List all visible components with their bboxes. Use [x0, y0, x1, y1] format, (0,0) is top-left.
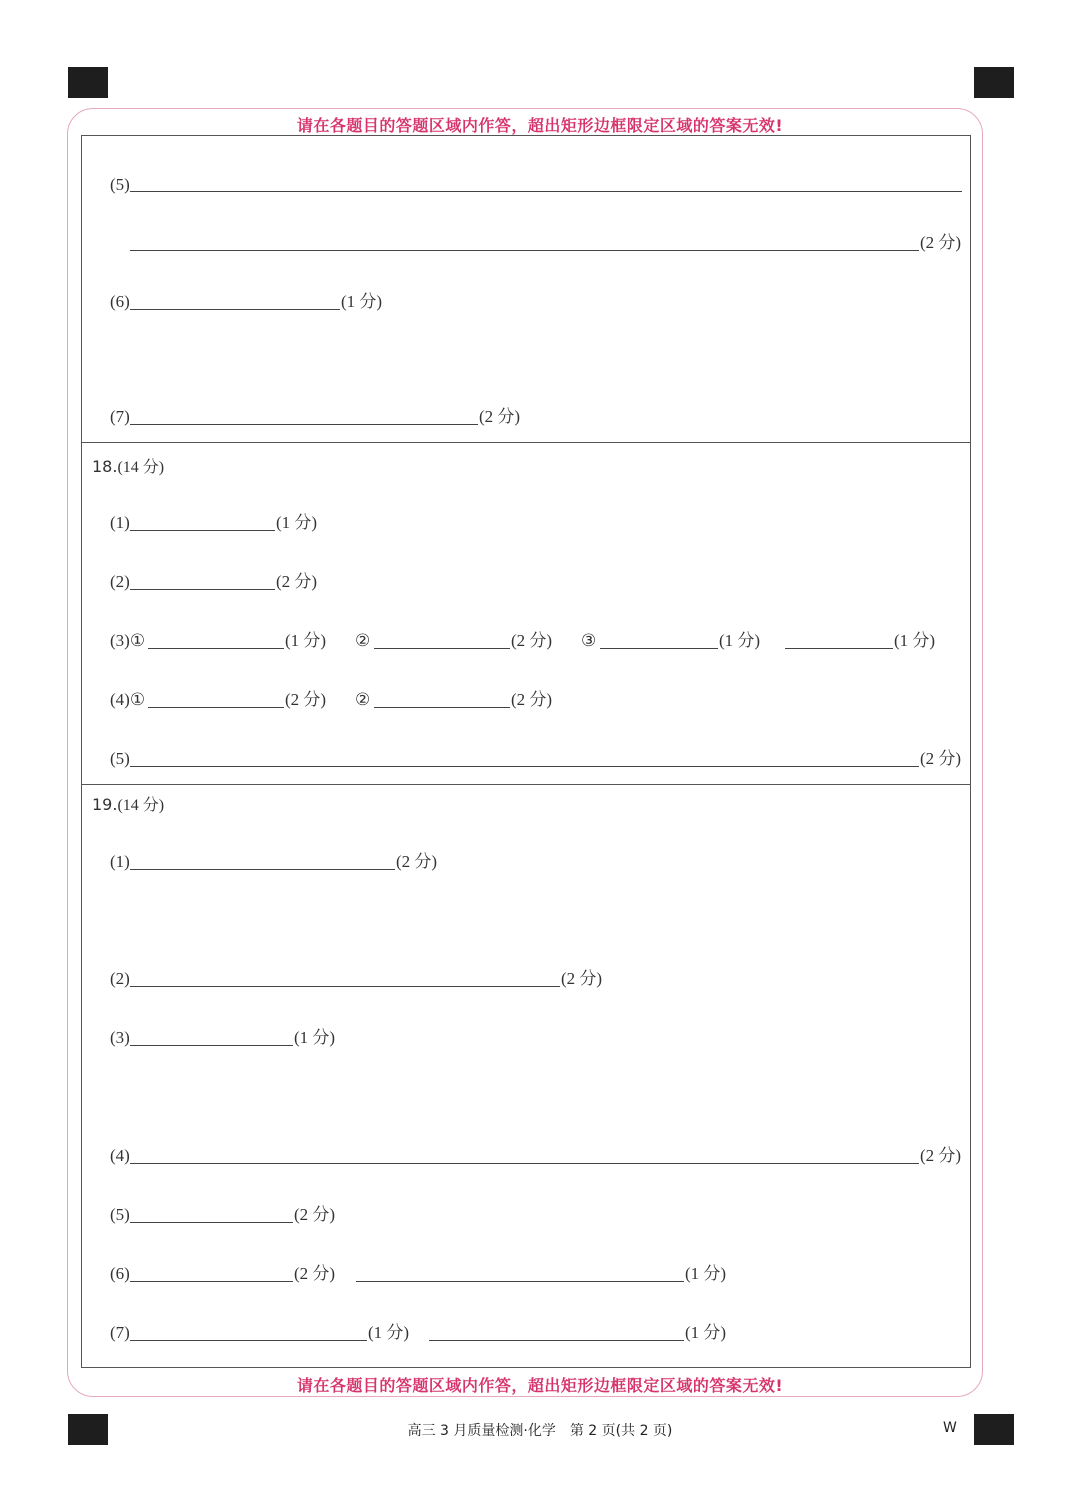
answer-blank[interactable]: [130, 869, 395, 870]
question-label: (5): [110, 1205, 130, 1224]
score-label: (2 分): [479, 407, 521, 426]
answer-blank[interactable]: [356, 1281, 684, 1282]
score-label: (1 分): [719, 631, 761, 650]
score-label: (1 分): [368, 1323, 410, 1342]
answer-blank[interactable]: [130, 309, 340, 310]
sub-label: ③: [581, 631, 597, 650]
version-code: W: [943, 1420, 957, 1436]
score-label: (1 分): [685, 1264, 727, 1283]
question-number: 19.: [92, 795, 118, 814]
answer-blank[interactable]: [429, 1340, 684, 1341]
answer-blank[interactable]: [130, 1340, 367, 1341]
section-divider: [81, 442, 971, 443]
question-label: (2): [110, 572, 130, 591]
question-label: (3)①: [110, 631, 146, 650]
score-label: (2 分): [920, 1146, 962, 1165]
question-label: (4): [110, 1146, 130, 1165]
answer-blank[interactable]: [600, 648, 718, 649]
question-label: (4)①: [110, 690, 146, 709]
question-label: (3): [110, 1028, 130, 1047]
answer-blank[interactable]: [148, 648, 284, 649]
question-label: (7): [110, 1323, 130, 1342]
answer-blank[interactable]: [130, 766, 919, 767]
answer-blank[interactable]: [374, 648, 510, 649]
score-label: (1 分): [294, 1028, 336, 1047]
question-label: (5): [110, 749, 130, 768]
score-label: (2 分): [285, 690, 327, 709]
question-points: (14 分): [117, 797, 165, 814]
question-label: (6): [110, 292, 130, 311]
score-label: (2 分): [396, 852, 438, 871]
score-label: (2 分): [294, 1205, 336, 1224]
answer-blank[interactable]: [785, 648, 893, 649]
question-label: (5): [110, 175, 130, 194]
question-label: (1): [110, 852, 130, 871]
score-label: (1 分): [285, 631, 327, 650]
answer-blank[interactable]: [130, 1045, 293, 1046]
question-heading: [92, 454, 164, 477]
question-heading: [92, 792, 164, 815]
answer-blank[interactable]: [130, 1281, 293, 1282]
answer-box: [81, 135, 971, 1368]
score-label: (2 分): [920, 749, 962, 768]
answer-blank[interactable]: [130, 530, 275, 531]
score-label: (1 分): [276, 513, 318, 532]
warning-top: 请在各题目的答题区域内作答，超出矩形边框限定区域的答案无效!: [296, 116, 784, 135]
score-label: (1 分): [341, 292, 383, 311]
question-label: (2): [110, 969, 130, 988]
sub-label: ②: [355, 631, 371, 650]
score-label: (2 分): [511, 631, 553, 650]
sub-label: ②: [355, 690, 371, 709]
registration-mark-top-left: [68, 67, 108, 98]
score-label: (2 分): [920, 233, 962, 252]
question-points: (14 分): [117, 459, 165, 476]
section-divider: [81, 784, 971, 785]
answer-blank[interactable]: [130, 424, 478, 425]
answer-blank[interactable]: [130, 986, 560, 987]
page-footer: 高三 3 月质量检测·化学 第 2 页(共 2 页): [407, 1423, 673, 1439]
score-label: (2 分): [294, 1264, 336, 1283]
answer-blank[interactable]: [130, 191, 962, 192]
warning-bottom: 请在各题目的答题区域内作答，超出矩形边框限定区域的答案无效!: [296, 1376, 784, 1395]
answer-blank[interactable]: [130, 250, 919, 251]
question-label: (6): [110, 1264, 130, 1283]
answer-blank[interactable]: [374, 707, 510, 708]
question-number: 18.: [92, 457, 118, 476]
answer-blank[interactable]: [130, 1222, 293, 1223]
score-label: (2 分): [276, 572, 318, 591]
registration-mark-top-right: [974, 67, 1014, 98]
score-label: (1 分): [894, 631, 936, 650]
answer-blank[interactable]: [130, 589, 275, 590]
question-label: (7): [110, 407, 130, 426]
score-label: (2 分): [561, 969, 603, 988]
score-label: (2 分): [511, 690, 553, 709]
answer-blank[interactable]: [130, 1163, 919, 1164]
question-label: (1): [110, 513, 130, 532]
answer-blank[interactable]: [148, 707, 284, 708]
score-label: (1 分): [685, 1323, 727, 1342]
